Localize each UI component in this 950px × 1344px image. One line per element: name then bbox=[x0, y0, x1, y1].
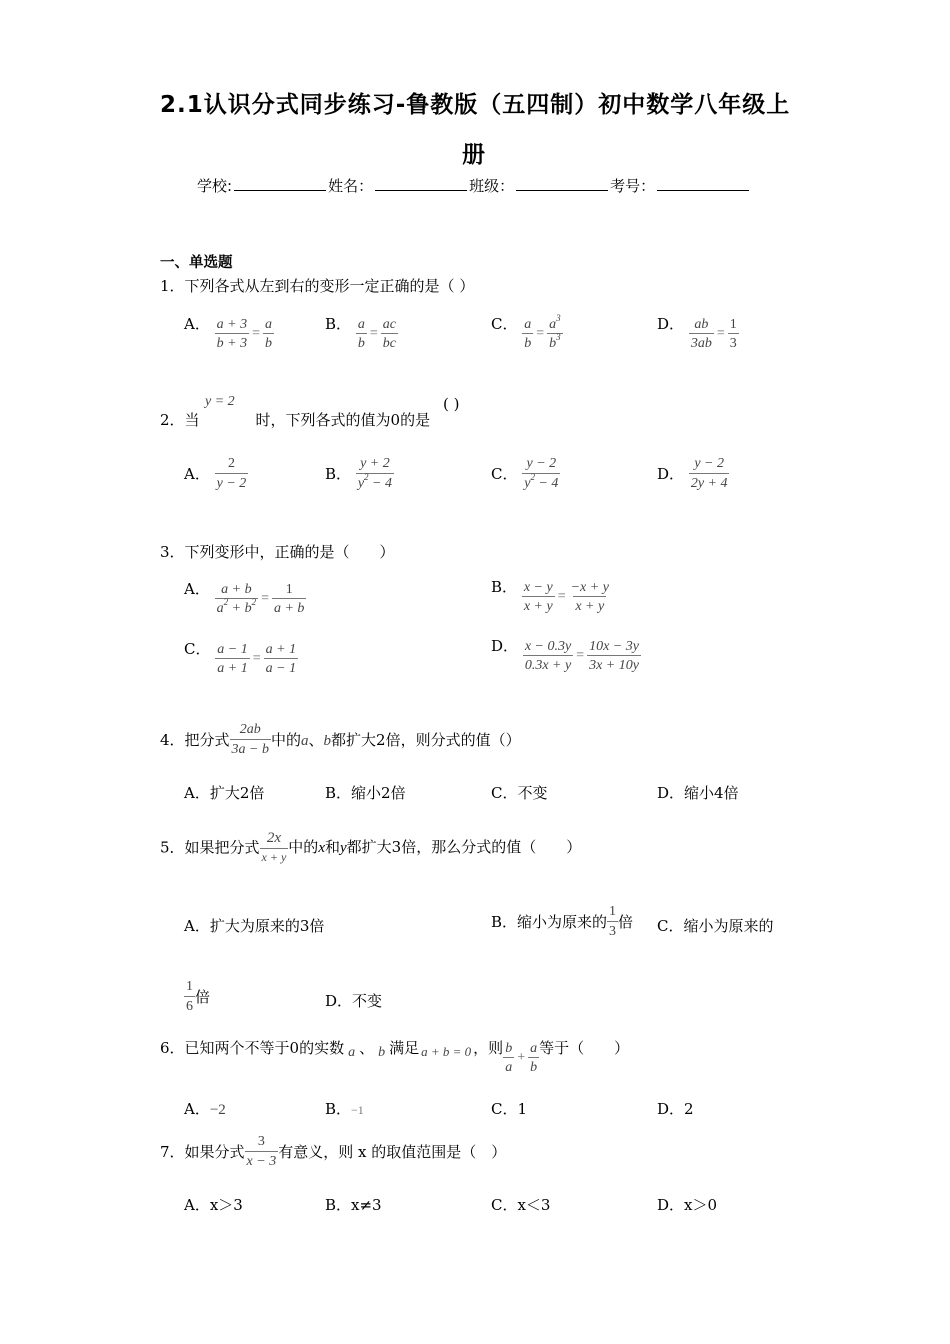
number-label: 考号： bbox=[610, 177, 656, 195]
school-label: 学校: bbox=[197, 177, 233, 195]
q2-option-c[interactable]: C． $\frac{y - 2}{y^2 - 4}$ bbox=[491, 456, 559, 491]
q2-answer-paren: ( ) bbox=[443, 395, 460, 413]
q7-option-a[interactable]: A．x＞3 bbox=[184, 1196, 243, 1214]
q1-option-b[interactable]: B． $\frac{a}{b}$ = $\frac{ac}{bc}$ bbox=[325, 315, 396, 351]
question-4: 4．把分式 $\frac{2ab}{3a - b}$ 中的a、b都扩大2倍，则分式的值（） bbox=[160, 722, 521, 757]
option-label: C． bbox=[491, 315, 518, 333]
q4-option-c[interactable]: C．不变 bbox=[491, 784, 548, 802]
class-label: 班级： bbox=[469, 177, 515, 195]
q6-option-b[interactable]: B．−1 bbox=[325, 1100, 364, 1118]
question-2: 2．当 时，下列各式的值为0的是 bbox=[160, 411, 431, 429]
option-label: B． bbox=[325, 315, 352, 333]
q5-option-c-cont[interactable]: $\frac{1}{6}$ 倍 bbox=[186, 979, 211, 1014]
q1-option-c[interactable]: C． $\frac{a}{b}$ = $\frac{a^3}{b^3}$ bbox=[491, 312, 561, 351]
q7-option-d[interactable]: D．x＞0 bbox=[657, 1196, 718, 1214]
name-label: 姓名： bbox=[328, 177, 374, 195]
q4-option-d[interactable]: D．缩小4倍 bbox=[657, 784, 739, 802]
q5-option-c[interactable]: C．缩小为原来的 bbox=[657, 917, 774, 935]
q5-option-d[interactable]: D．不变 bbox=[325, 992, 383, 1010]
q2-condition: y = 2 bbox=[205, 394, 235, 409]
q4-option-a[interactable]: A．扩大2倍 bbox=[184, 784, 265, 802]
q7-option-b[interactable]: B．x≠3 bbox=[325, 1196, 382, 1214]
q3-option-c[interactable]: C． $\frac{a - 1}{a + 1}$ = $\frac{a + 1}{a - 1}$ bbox=[184, 640, 297, 676]
option-label: D． bbox=[657, 315, 685, 333]
name-field[interactable] bbox=[375, 176, 467, 191]
q3-option-d[interactable]: D． $\frac{x - 0.3y}{0.3x + y}$ = $\frac{10x - 3y}{3x + 10y}$ bbox=[491, 637, 639, 673]
school-field[interactable] bbox=[234, 176, 326, 191]
q7-option-c[interactable]: C．x＜3 bbox=[491, 1196, 551, 1214]
q5-option-b[interactable]: B．缩小为原来的 $\frac{1}{3}$ 倍 bbox=[491, 904, 634, 939]
q1-option-a[interactable]: A． $\frac{a + 3}{b + 3}$ = $\frac{a}{b}$ bbox=[184, 315, 272, 351]
q6-option-a[interactable]: A．−2 bbox=[184, 1100, 226, 1118]
question-5: 5．如果把分式 $\frac{2x}{x + y}$ 中的x和y都扩大3倍，那么分式的值（ ） bbox=[160, 830, 582, 864]
q5-option-a[interactable]: A．扩大为原来的3倍 bbox=[184, 917, 325, 935]
q3-option-a[interactable]: A． $\frac{a + b}{a^2 + b^2}$ = $\frac{1}{a + b}$ bbox=[184, 580, 305, 616]
q6-option-d[interactable]: D．2 bbox=[657, 1100, 694, 1118]
option-label: A． bbox=[184, 315, 210, 333]
page-title-line2: 册 bbox=[462, 142, 486, 168]
q2-option-a[interactable]: A． $\frac{2}{y - 2}$ bbox=[184, 456, 247, 491]
q3-option-b[interactable]: B． $\frac{x - y}{x + y}$ = $\frac{-x + y}{x + y}$ bbox=[491, 578, 609, 614]
q2-option-b[interactable]: B． $\frac{y + 2}{y^2 - 4}$ bbox=[325, 456, 392, 491]
number-field[interactable] bbox=[657, 176, 749, 191]
page-title: 2.1认识分式同步练习-鲁教版（五四制）初中数学八年级上 bbox=[160, 92, 791, 118]
question-1: 1．下列各式从左到右的变形一定正确的是（ ） bbox=[160, 277, 475, 295]
q4-option-b[interactable]: B．缩小2倍 bbox=[325, 784, 406, 802]
question-3: 3．下列变形中，正确的是（ ） bbox=[160, 543, 395, 561]
class-field[interactable] bbox=[516, 176, 608, 191]
q6-option-c[interactable]: C．1 bbox=[491, 1100, 528, 1118]
section-heading: 一、单选题 bbox=[160, 255, 233, 271]
question-7: 7．如果分式 $\frac{3}{x - 3}$ 有意义，则 x 的取值范围是（ ） bbox=[160, 1134, 507, 1169]
question-6: 6．已知两个不等于0的实数 a 、 b 满足 a + b = 0 ，则 $\frac{b}{a}$ + $\frac{a}{b}$ 等于（ ） bbox=[160, 1039, 630, 1075]
q1-option-d[interactable]: D． $\frac{ab}{3ab}$ = $\frac{1}{3}$ bbox=[657, 315, 737, 351]
q2-option-d[interactable]: D． $\frac{y - 2}{2y + 4}$ bbox=[657, 456, 728, 491]
student-info-line bbox=[197, 175, 751, 196]
